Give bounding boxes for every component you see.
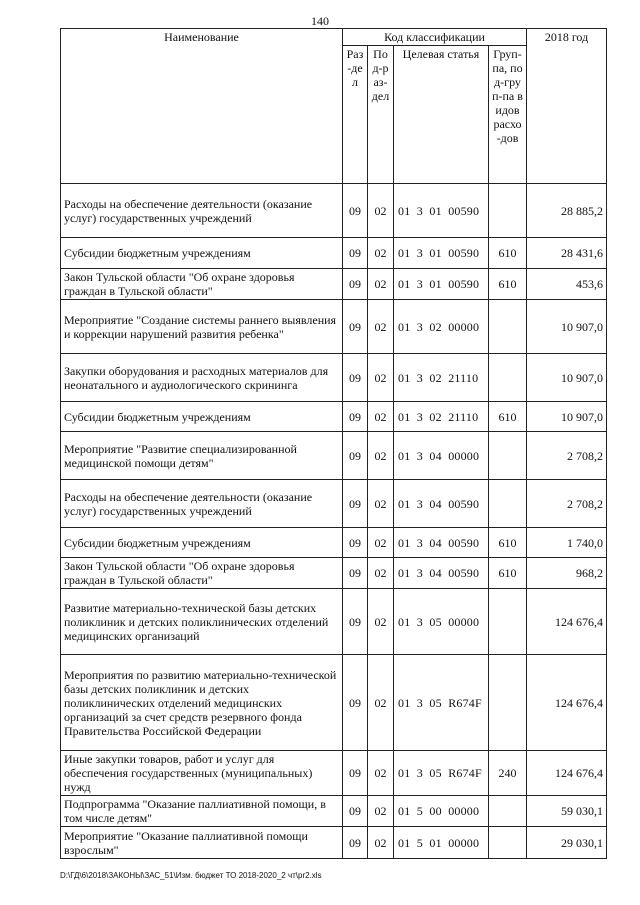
row-section: 09	[343, 558, 368, 589]
row-amount: 28 885,2	[527, 184, 607, 238]
row-expense-group: 610	[489, 238, 527, 269]
row-target: 01 3 04 00590	[394, 480, 489, 528]
row-name: Мероприятие "Создание системы раннего выявления и коррекции нарушений развития ребенка"	[61, 300, 343, 354]
row-section: 09	[343, 238, 368, 269]
row-subsection: 02	[368, 300, 394, 354]
row-amount: 1 740,0	[527, 528, 607, 558]
table-row	[61, 300, 607, 354]
row-name: Расходы на обеспечение деятельности (оказание услуг) государственных учреждений	[61, 480, 343, 528]
row-section: 09	[343, 402, 368, 432]
row-name: Закон Тульской области "Об охране здоровья граждан в Тульской области"	[61, 558, 343, 589]
row-section: 09	[343, 655, 368, 751]
row-amount: 59 030,1	[527, 796, 607, 827]
row-subsection: 02	[368, 827, 394, 859]
row-expense-group: 610	[489, 528, 527, 558]
row-section: 09	[343, 432, 368, 480]
row-section: 09	[343, 300, 368, 354]
row-section: 09	[343, 528, 368, 558]
row-section: 09	[343, 269, 368, 300]
row-subsection: 02	[368, 184, 394, 238]
file-path-footer: D:\ГД\6\2018\ЗАКОНЫ\ЗАС_51\Изм. бюджет ТО 2018-2020_2 чт\pr2.xls	[60, 871, 322, 880]
row-name: Мероприятия по развитию материально-технической базы детских поликлиник и детских поликлинических отделений медицинских организаций за счет средств резервного фонда Правительства Российской Федерации	[61, 655, 343, 751]
row-name: Мероприятие "Развитие специализированной медицинской помощи детям"	[61, 432, 343, 480]
row-target: 01 3 02 00000	[394, 300, 489, 354]
row-expense-group: 610	[489, 558, 527, 589]
row-subsection: 02	[368, 528, 394, 558]
row-amount: 968,2	[527, 558, 607, 589]
row-expense-group	[489, 827, 527, 859]
header-year: 2018 год	[527, 29, 607, 184]
row-section: 09	[343, 184, 368, 238]
row-amount: 453,6	[527, 269, 607, 300]
row-amount: 10 907,0	[527, 354, 607, 402]
row-subsection: 02	[368, 558, 394, 589]
row-target: 01 3 01 00590	[394, 269, 489, 300]
row-target: 01 5 01 00000	[394, 827, 489, 859]
row-subsection: 02	[368, 655, 394, 751]
table-row	[61, 589, 607, 655]
row-target: 01 3 02 21110	[394, 354, 489, 402]
row-name: Подпрограмма "Оказание паллиативной помощи, в том числе детям"	[61, 796, 343, 827]
row-amount: 124 676,4	[527, 655, 607, 751]
row-name: Субсидии бюджетным учреждениям	[61, 238, 343, 269]
row-section: 09	[343, 480, 368, 528]
header-name: Наименование	[61, 29, 343, 184]
row-amount: 2 708,2	[527, 432, 607, 480]
row-target: 01 3 05 R674F	[394, 655, 489, 751]
table-row	[61, 432, 607, 480]
row-expense-group	[489, 480, 527, 528]
row-name: Расходы на обеспечение деятельности (оказание услуг) государственных учреждений	[61, 184, 343, 238]
row-subsection: 02	[368, 402, 394, 432]
header-section: Раз-дел	[343, 46, 368, 184]
table-row	[61, 751, 607, 796]
table-row	[61, 402, 607, 432]
table-row	[61, 796, 607, 827]
row-expense-group: 610	[489, 402, 527, 432]
row-subsection: 02	[368, 589, 394, 655]
row-target: 01 3 05 R674F	[394, 751, 489, 796]
table-row	[61, 528, 607, 558]
row-expense-group: 240	[489, 751, 527, 796]
row-subsection: 02	[368, 269, 394, 300]
row-target: 01 3 02 21110	[394, 402, 489, 432]
row-expense-group	[489, 432, 527, 480]
row-expense-group	[489, 796, 527, 827]
table-row	[61, 655, 607, 751]
row-expense-group	[489, 184, 527, 238]
row-amount: 28 431,6	[527, 238, 607, 269]
row-subsection: 02	[368, 238, 394, 269]
row-subsection: 02	[368, 796, 394, 827]
header-subsection: Под-раз-дел	[368, 46, 394, 184]
row-amount: 29 030,1	[527, 827, 607, 859]
header-group: Груп-па, под-груп-па видов расхо-дов	[489, 46, 527, 184]
row-target: 01 3 04 00590	[394, 528, 489, 558]
row-target: 01 3 05 00000	[394, 589, 489, 655]
table-body	[61, 184, 607, 859]
row-section: 09	[343, 589, 368, 655]
row-section: 09	[343, 751, 368, 796]
row-section: 09	[343, 354, 368, 402]
table-row	[61, 827, 607, 859]
page-number: 140	[311, 14, 329, 28]
row-name: Субсидии бюджетным учреждениям	[61, 528, 343, 558]
row-section: 09	[343, 796, 368, 827]
row-target: 01 3 01 00590	[394, 238, 489, 269]
row-expense-group	[489, 354, 527, 402]
table-row	[61, 269, 607, 300]
row-name: Иные закупки товаров, работ и услуг для обеспечения государственных (муниципальных) нужд	[61, 751, 343, 796]
table-row	[61, 480, 607, 528]
table-row	[61, 354, 607, 402]
row-name: Мероприятие "Оказание паллиативной помощи взрослым"	[61, 827, 343, 859]
row-expense-group: 610	[489, 269, 527, 300]
row-amount: 124 676,4	[527, 589, 607, 655]
row-amount: 10 907,0	[527, 300, 607, 354]
row-expense-group	[489, 655, 527, 751]
row-subsection: 02	[368, 480, 394, 528]
table-row	[61, 238, 607, 269]
row-name: Субсидии бюджетным учреждениям	[61, 402, 343, 432]
row-amount: 10 907,0	[527, 402, 607, 432]
row-section: 09	[343, 827, 368, 859]
header-classification: Код классификации	[343, 29, 527, 46]
row-name: Закупки оборудования и расходных материалов для неонатального и аудиологического скрининга	[61, 354, 343, 402]
row-subsection: 02	[368, 432, 394, 480]
row-target: 01 5 00 00000	[394, 796, 489, 827]
row-name: Развитие материально-технической базы детских поликлиник и детских поликлинических отделений медицинских организаций	[61, 589, 343, 655]
row-subsection: 02	[368, 354, 394, 402]
row-amount: 124 676,4	[527, 751, 607, 796]
row-target: 01 3 01 00590	[394, 184, 489, 238]
budget-table	[60, 28, 607, 859]
header-target: Целевая статья	[394, 46, 489, 184]
row-name: Закон Тульской области "Об охране здоровья граждан в Тульской области"	[61, 269, 343, 300]
row-target: 01 3 04 00000	[394, 432, 489, 480]
row-target: 01 3 04 00590	[394, 558, 489, 589]
table-row	[61, 558, 607, 589]
row-expense-group	[489, 589, 527, 655]
row-subsection: 02	[368, 751, 394, 796]
row-expense-group	[489, 300, 527, 354]
row-amount: 2 708,2	[527, 480, 607, 528]
table-row	[61, 184, 607, 238]
